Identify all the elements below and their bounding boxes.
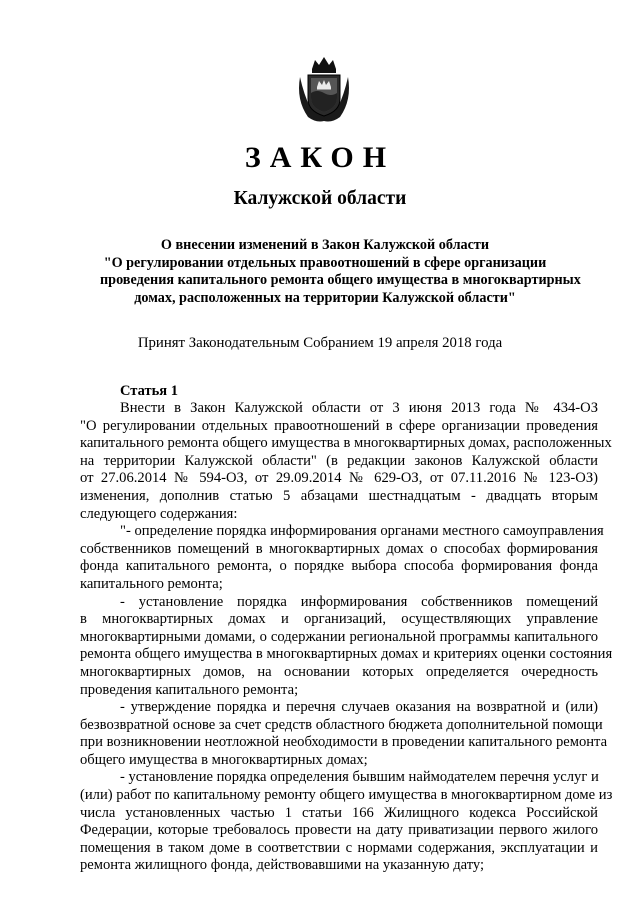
text-line: ремонта жилищного фонда, действовавшими на указанную дату; — [80, 857, 485, 874]
text-line: на территории Калужской области" (в редакции законов Калужской области — [80, 452, 598, 469]
text-line: числа установленных частью 1 статьи 166 Жилищного кодекса Российской — [80, 804, 598, 821]
text-line: помещения в таком доме в соответствии с нормами содержания, эксплуатации и — [80, 839, 598, 856]
article-heading: Статья 1 — [120, 383, 178, 399]
text-line: безвозвратной основе за счет средств областного бюджета дополнительной помощи — [80, 716, 603, 733]
adoption-note: Принят Законодательным Собранием 19 апреля 2018 года — [137, 335, 503, 351]
text-line: многоквартирными домами, о содержании региональной программы капитального — [80, 628, 598, 645]
text-line: (или) работ по капитальному ремонту общего имущества в многоквартирном доме из — [80, 787, 613, 804]
text-line: собственников помещений в многоквартирных домах о способах формирования — [80, 540, 598, 557]
text-line: от 27.06.2014 № 594-ОЗ, от 29.09.2014 № 629-ОЗ, от 07.11.2016 № 123-ОЗ) — [80, 470, 598, 487]
subject-line: домах, расположенных на территории Калужской области" — [134, 289, 516, 306]
text-line: Внести в Закон Калужской области от 3 июня 2013 года № 434-ОЗ — [120, 400, 598, 416]
text-line: ремонта общего имущества в многоквартирных домах и критериях оценки состояния — [80, 646, 613, 663]
document-title: ЗАКОН — [244, 141, 396, 174]
text-line: проведения капитального ремонта; — [80, 681, 299, 698]
text-line: в многоквартирных домах и организаций, осуществляющих управление — [80, 611, 598, 628]
text-line: изменения, дополнив статью 5 абзацами шестнадцатым - двадцать вторым — [80, 487, 598, 504]
coat-of-arms-icon — [294, 55, 354, 125]
text-line: общего имущества в многоквартирных домах; — [80, 751, 368, 768]
article-body — [80, 400, 613, 875]
text-line: фонда капитального ремонта, о порядке выбора способа формирования фонда — [80, 558, 598, 575]
text-line: следующего содержания: — [80, 505, 238, 522]
subject-line: О внесении изменений в Закон Калужской области — [160, 237, 490, 253]
text-line: - утверждение порядка и перечня случаев оказания на возвратной и (или) — [120, 699, 598, 716]
text-line: капитального ремонта общего имущества в многоквартирных домах, расположенных — [80, 435, 612, 452]
text-line: капитального ремонта; — [80, 575, 223, 592]
text-line: - установление порядка определения бывшим наймодателем перечня услуг и — [120, 769, 599, 786]
text-line: "О регулировании отдельных правоотношений в сфере организации проведения — [80, 417, 598, 434]
law-subject — [100, 237, 581, 307]
text-line: Федерации, которые требовалось провести на дату приватизации первого жилого — [80, 822, 598, 839]
text-line: при возникновении неотложной необходимости в проведении капитального ремонта — [80, 734, 608, 751]
text-line: - установление порядка информирования собственников помещений — [120, 593, 598, 610]
text-line: многоквартирных домов, на основании которых определяется очередность — [80, 663, 598, 680]
text-line: "- определение порядка информирования органами местного самоуправления — [120, 523, 604, 540]
document-region: Калужской области — [233, 188, 407, 209]
subject-line: проведения капитального ремонта общего имущества в многоквартирных — [100, 272, 581, 288]
subject-line: "О регулировании отдельных правоотношений в сфере организации — [103, 254, 547, 271]
